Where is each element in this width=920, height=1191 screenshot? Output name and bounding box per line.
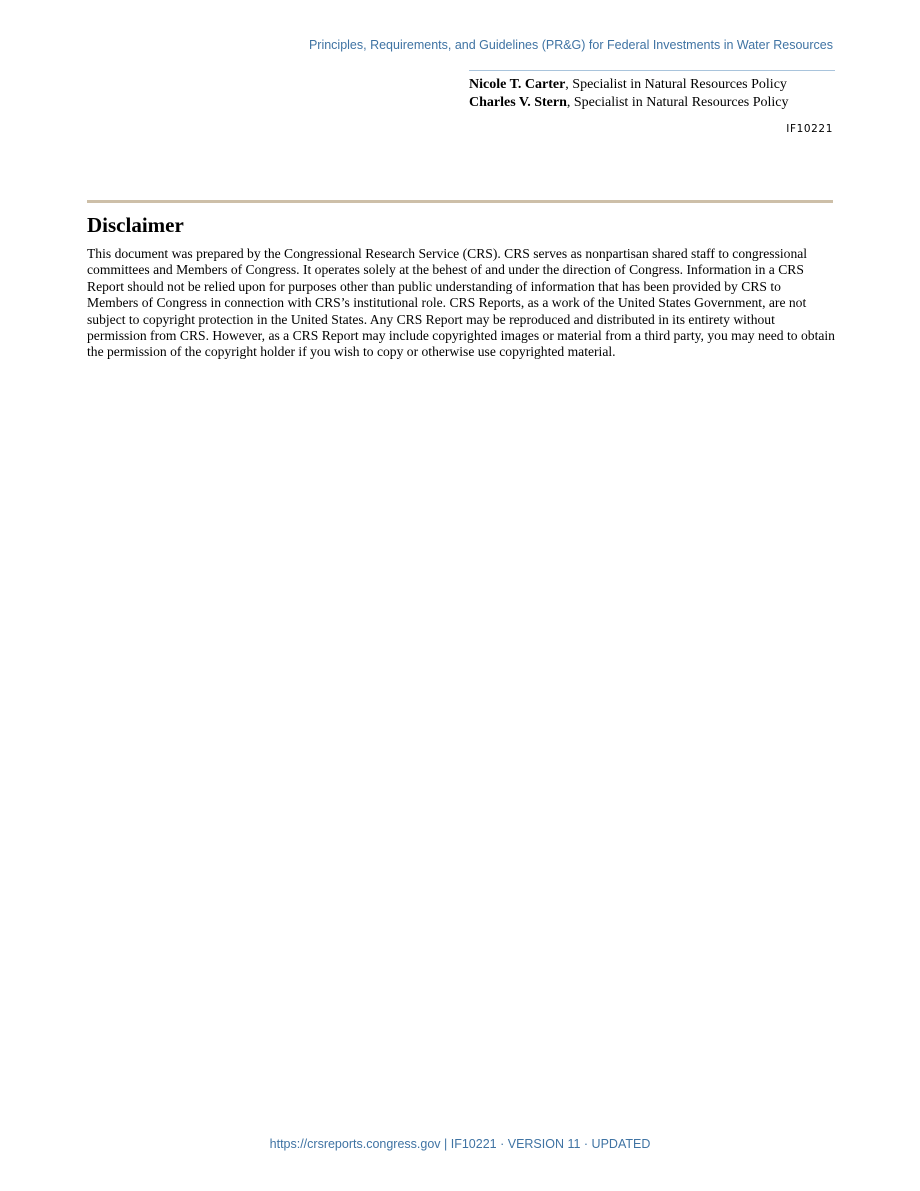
disclaimer-text: This document was prepared by the Congressional Research Service (CRS). CRS serves as nonpartisan shared staff to congressional committees and Members of Congress. It operates solely at the behest of and under the direction of Congress. Information in a CRS Report should not be relied upon for purposes other than public understanding of information that has been provided by CRS to Members of Congress in connection with CRS’s institutional role. CRS Reports, as a work of the United States Government, are not subject to copyright protection in the United States. Any CRS Report may be reproduced and distributed in its entirety without permission from CRS. However, as a CRS Report may include copyrighted images or material from a third party, you may need to obtain the permission of the copyright holder if you wish to copy or otherwise use copyrighted material. — [87, 246, 835, 360]
footer-url-link[interactable]: https://crsreports.congress.gov — [269, 1137, 441, 1151]
page-footer — [0, 1137, 920, 1151]
footer-separator: | — [440, 1137, 451, 1151]
author-line — [469, 76, 835, 94]
author-line — [469, 94, 835, 112]
author-block — [469, 70, 835, 112]
author-role: , Specialist in Natural Resources Policy — [565, 77, 787, 92]
running-header-title: Principles, Requirements, and Guidelines (PR&G) for Federal Investments in Water Resources — [308, 38, 833, 52]
disclaimer-heading: Disclaimer — [87, 213, 184, 237]
author-name: Nicole T. Carter — [469, 77, 566, 92]
author-name: Charles V. Stern — [469, 95, 567, 110]
report-id: IF10221 — [786, 123, 833, 135]
section-divider — [87, 200, 833, 203]
footer-version-info: IF10221 · VERSION 11 · UPDATED — [450, 1137, 651, 1151]
author-role: , Specialist in Natural Resources Policy — [566, 95, 789, 110]
